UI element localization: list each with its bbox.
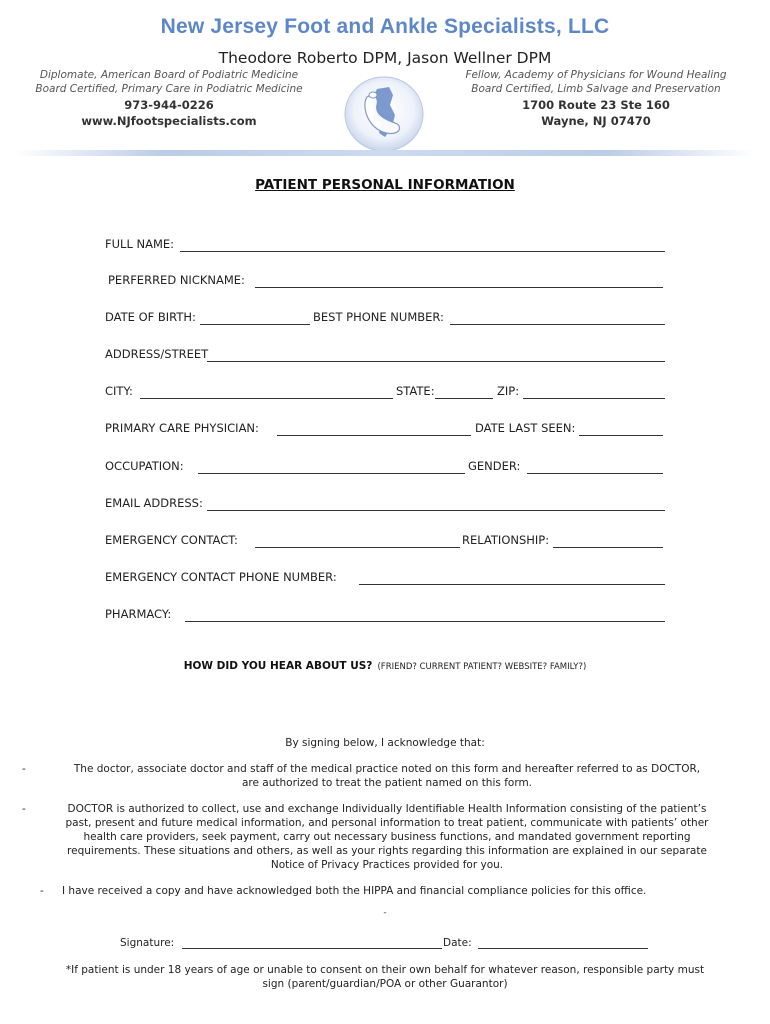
pcp-input[interactable] [277, 435, 471, 436]
left-credential-2: Board Certified, Primary Care in Podiatric Medicine [35, 83, 303, 95]
bullet-dash: - [40, 885, 44, 897]
best-phone-input[interactable] [450, 324, 665, 325]
address-line-2: Wayne, NJ 07470 [541, 114, 651, 128]
footnote-line-2: sign (parent/guardian/POA or other Guarantor) [262, 978, 508, 990]
pcp-label: PRIMARY CARE PHYSICIAN: [105, 421, 259, 435]
full-name-input[interactable] [180, 251, 665, 252]
practice-phone: 973-944-0226 [124, 98, 214, 112]
nickname-input[interactable] [255, 287, 663, 288]
signature-row [120, 934, 650, 952]
state-label: STATE: [396, 384, 435, 398]
right-credential-2: Board Certified, Limb Salvage and Preservation [471, 83, 721, 95]
right-credential-1: Fellow, Academy of Physicians for Wound Healing [465, 69, 727, 81]
zip-label: ZIP: [497, 384, 520, 398]
gender-label: GENDER: [468, 459, 521, 473]
city-label: CITY: [105, 384, 133, 398]
separator-dash: - [383, 908, 387, 918]
address-line-1: 1700 Route 23 Ste 160 [522, 98, 670, 112]
zip-input[interactable] [523, 398, 665, 399]
practice-logo [343, 75, 425, 153]
date-input[interactable] [478, 948, 648, 949]
pharmacy-input[interactable] [185, 621, 665, 622]
email-label: EMAIL ADDRESS: [105, 496, 203, 510]
practice-website: www.NJfootspecialists.com [81, 114, 257, 128]
occupation-input[interactable] [198, 473, 465, 474]
dob-input[interactable] [200, 324, 310, 325]
emergency-phone-label: EMERGENCY CONTACT PHONE NUMBER: [105, 570, 337, 584]
emergency-contact-input[interactable] [255, 547, 460, 548]
bullet-dash: - [22, 803, 26, 815]
nickname-field [105, 272, 665, 290]
dob-label: DATE OF BIRTH: [105, 310, 196, 324]
referral-question-text: HOW DID YOU HEAR ABOUT US? [183, 660, 373, 672]
email-input[interactable] [207, 510, 665, 511]
bullet-2-line-1: DOCTOR is authorized to collect, use and exchange Individually Identifiable Health Information consisting of the patient’s [67, 803, 707, 815]
best-phone-label: BEST PHONE NUMBER: [313, 310, 444, 324]
pharmacy-label: PHARMACY: [105, 607, 172, 621]
left-credential-1: Diplomate, American Board of Podiatric Medicine [39, 69, 299, 81]
bullet-dash: - [22, 763, 26, 775]
referral-question [0, 654, 770, 673]
emergency-contact-field [105, 532, 665, 550]
footnote-line-1: *If patient is under 18 years of age or unable to consent on their own behalf for whatever reason, responsible party must [65, 964, 705, 976]
referral-question-hint: (FRIEND? CURRENT PATIENT? WEBSITE? FAMILY?) [377, 662, 587, 672]
emergency-phone-input[interactable] [359, 584, 665, 585]
acknowledgment-bullet-3 [40, 884, 730, 900]
doctor-names: Theodore Roberto DPM, Jason Wellner DPM [218, 49, 552, 67]
emergency-phone-field [105, 569, 665, 587]
occupation-gender-field [105, 458, 665, 476]
gender-input[interactable] [527, 473, 663, 474]
nickname-label: PERFERRED NICKNAME: [108, 273, 245, 287]
bullet-2-line-2: past, present and future medical information, and personal information to treat patient, communicate with patients’ other [65, 817, 709, 829]
guardian-footnote [30, 963, 740, 991]
practice-name: New Jersey Foot and Ankle Specialists, LLC [160, 15, 610, 38]
bullet-2-line-5: Notice of Privacy Practices provided for you. [270, 859, 504, 871]
city-state-zip-field [105, 383, 665, 401]
signature-input[interactable] [182, 948, 442, 949]
bullet-3-text: I have received a copy and have acknowledged both the HIPPA and financial compliance policies for this office. [62, 885, 647, 897]
relationship-label: RELATIONSHIP: [462, 533, 550, 547]
acknowledgment-bullet-1 [22, 762, 752, 792]
address-label: ADDRESS/STREET [105, 347, 209, 361]
date-last-seen-input[interactable] [579, 435, 663, 436]
form-title: PATIENT PERSONAL INFORMATION [255, 177, 515, 193]
full-name-field [105, 236, 665, 254]
bullet-2-line-4: requirements. These situations and others, as well as your rights regarding this information are explained in our separate [67, 845, 707, 857]
pcp-field [105, 420, 665, 438]
email-field [105, 495, 665, 513]
date-last-seen-label: DATE LAST SEEN: [475, 421, 576, 435]
bullet-2-line-3: health care providers, seek payment, carry out necessary business functions, and mandated government reporting [83, 831, 691, 843]
relationship-input[interactable] [553, 547, 663, 548]
city-input[interactable] [140, 398, 393, 399]
header-divider [14, 150, 756, 156]
right-credentials-block [448, 68, 744, 129]
address-field [105, 346, 665, 364]
bullet-1-line-1: The doctor, associate doctor and staff of the medical practice noted on this form and hereafter referred to as DOCTOR, [73, 763, 701, 775]
acknowledgment-intro: By signing below, I acknowledge that: [285, 737, 485, 749]
bullet-1-line-2: are authorized to treat the patient named on this form. [241, 777, 533, 789]
left-credentials-block [24, 68, 314, 129]
signature-label: Signature: [120, 937, 175, 949]
address-input[interactable] [207, 361, 665, 362]
dob-phone-field [105, 309, 665, 327]
pharmacy-field [105, 606, 665, 624]
occupation-label: OCCUPATION: [105, 459, 184, 473]
state-input[interactable] [435, 398, 493, 399]
acknowledgment-bullet-2 [22, 802, 752, 874]
full-name-label: FULL NAME: [105, 237, 175, 251]
date-label: Date: [443, 937, 472, 949]
emergency-contact-label: EMERGENCY CONTACT: [105, 533, 238, 547]
